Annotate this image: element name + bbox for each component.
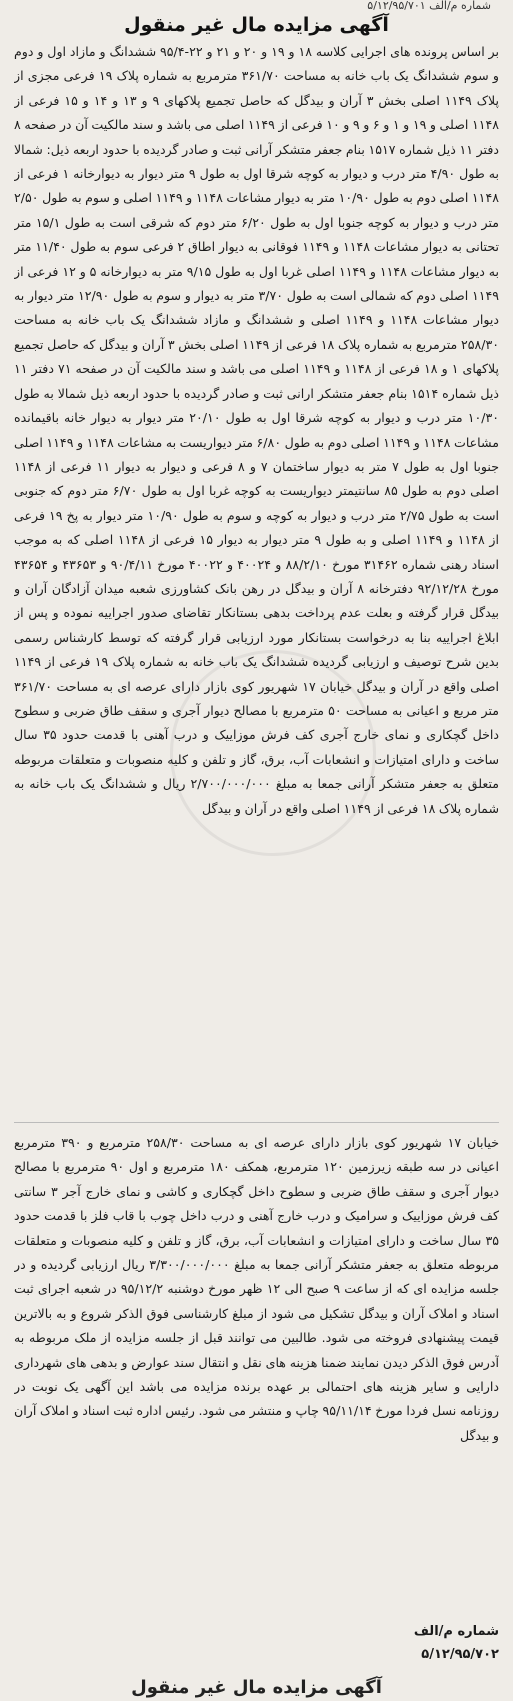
column-divider	[14, 1122, 499, 1123]
previous-notice-fragment: شماره م/الف ۵/۱۲/۹۵/۷۰۱	[367, 0, 491, 12]
notice-body-part-1: بر اساس پرونده های اجرایی کلاسه ۱۸ و ۱۹ و ۲۰ و ۲۱ و ۲۲-۹۵/۴ ششدانگ و مازاد اول و دوم و سوم ششدانگ یک باب خانه به مساحت ۳۶۱/۷۰ مترمربع به شماره پلاک ۱۹ فرعی مجزی از پلاک ۱۱۴۹ اصلی بخش ۳ آران و بیدگل که حاصل تجمیع پلاکهای ۹ و ۱۳ و ۱۴ و ۱۵ فرعی از ۱۱۴۸ اصلی و ۱۹ و ۱ و ۶ و ۹ و ۱۰ فرعی از ۱۱۴۹ اصلی می باشد و سند مالکیت آن در صفحه ۸ دفتر ۱۱ ذیل شماره ۱۵۱۷ بنام جعفر متشکر آرانی ثبت و صادر گردیده با حدود اربعه ذیل: شمالا به طول ۴/۹۰ متر درب و دیوار به کوچه شرقا اول به طول ۹ متر دیوار به دیوارخانه ۱ فرعی از ۱۱۴۸ اصلی دوم به طول ۱۰/۹۰ متر به دیوار مشاعات ۱۱۴۸ و ۱۱۴۹ اصلی و سوم به طول ۲/۵۰ متر درب و دیوار به کوچه جنوبا اول به طول ۶/۲۰ متر دوم که شرقی است به طول ۱۵/۱ متر تحتانی به دیوار مشاعات ۱۱۴۸ و ۱۱۴۹ فوقانی به دیوار اطاق ۲ فرعی سوم به طول ۱۱/۴۰ متر به دیوار مشاعات ۱۱۴۸ و ۱۱۴۹ اصلی غربا اول به طول ۹/۱۵ متر به دیوارخانه ۵ و ۱۲ فرعی از ۱۱۴۹ اصلی دوم که شمالی است به طول ۳/۷۰ متر به دیوار و سوم به طول ۱۲/۹۰ متر دیوار به دیوار مشاعات ۱۱۴۸ و ۱۱۴۹ اصلی و ششدانگ و مازاد ششدانگ یک باب خانه به مساحت ۲۵۸/۳۰ مترمربع به شماره پلاک ۱۸ فرعی از ۱۱۴۹ اصلی بخش ۳ آران و بیدگل که حاصل تجمیع پلاکهای ۱ و ۱۸ فرعی از ۱۱۴۸ و ۱۱۴۹ اصلی می باشد و سند مالکیت آن در صفحه ۷۱ دفتر ۱۱ ذیل شماره ۱۵۱۴ بنام جعفر متشکر ارانی ثبت و صادر گردیده با حدود اربعه ذیل شمالا به طول ۱۰/۳۰ متر درب و دیوار به کوچه شرقا اول به طول ۲۰/۱۰ متر دیوار به دیوار خانه باقیمانده مشاعات ۱۱۴۸ و ۱۱۴۹ اصلی دوم به طول ۶/۸۰ متر دیواریست به مشاعات ۱۱۴۸ و ۱۱۴۹ اصلی جنوبا اول به طول ۷ متر به دیوار ساختمان ۷ و ۸ فرعی و دیوار به دیوار ۱۱ فرعی از ۱۱۴۸ اصلی دوم به طول ۸۵ سانتیمتر دیواریست به کوچه غربا اول به طول ۶/۷۰ متر دوم که جنوبی است به طول ۲/۷۵ متر درب و دیوار به کوچه و سوم به طول ۱۰/۹۰ متر دیوار به پخ ۱۹ فرعی از ۱۱۴۸ و ۱۱۴۹ اصلی و به طول ۹ متر دیوار به دیوار ۱۵ فرعی از ۱۱۴۸ اصلی که به موجب اسناد رهنی شماره ۳۱۴۶۲ مورخ ۸۸/۲/۱۰ و ۴۰۰۲۴ و ۴۰۰۲۲ مورخ ۹۰/۴/۱۱ و ۴۳۶۵۳ و ۴۳۶۵۴ مورخ ۹۲/۱۲/۲۸ دفترخانه ۸ آران و بیدگل در رهن بانک کشاورزی شعبه میدان آزادگان آران و بیدگل قرار گرفته و بعلت عدم پرداخت بدهی بستانکار تقاضای صدور اجراییه نموده و پس از ابلاغ اجراییه بنا به درخواست بستانکار مورد ارزیابی قرار گرفته که توسط کارشناس رسمی بدین شرح توصیف و ارزیابی گردیده ششدانگ یک باب خانه به شماره پلاک ۱۹ فرعی از ۱۱۴۹ اصلی واقع در آران و بیدگل خیابان ۱۷ شهریور کوی بازار دارای عرصه ای به مساحت ۳۶۱/۷۰ متر مربع و اعیانی به مساحت ۵۰ مترمربع با مصالح دیوار آجری و سقف طاق ضربی و سطوح داخل گچکاری و نمای خارج آجری کف فرش موزاییک و درب آهنی با قدمت حدود ۳۵ سال ساخت و دارای امتیازات و انشعابات آب، برق، گاز و تلفن و کلیه منصوبات و متعلقات مربوطه متعلق به جعفر متشکر آرانی جمعا به مبلغ ۲/۷۰۰/۰۰۰/۰۰۰ ریال و ششدانگ یک باب خانه به شماره پلاک ۱۸ فرعی از ۱۱۴۹ اصلی واقع در آران و بیدگل	[14, 44, 499, 816]
notice-title: آگهی مزایده مال غیر منقول	[124, 14, 389, 36]
notice-number	[14, 1620, 499, 1666]
notice-body-part-2: خیابان ۱۷ شهریور کوی بازار دارای عرصه ای به مساحت ۲۵۸/۳۰ مترمربع و ۳۹۰ مترمربع اعیانی در سه طبقه زیرزمین ۱۲۰ مترمربع، همکف ۱۸۰ مترمربع و اول ۹۰ مترمربع با مصالح دیوار آجری و سقف طاق ضربی و سطوح داخل گچکاری و کاشی و نمای خارج آجر ۳ سانتی کف فرش موزاییک و سرامیک و درب خارج آهنی و درب داخل چوب با قاب فلز با قدمت حدود ۳۵ سال ساخت و دارای امتیازات و انشعابات آب، برق، گاز و تلفن و کلیه منصوبات و متعلقات مربوطه متعلق به جعفر متشکر آرانی جمعا به مبلغ ۳/۳۰۰/۰۰۰/۰۰۰ ریال ارزیابی گردیده و در جلسه مزایده ای که از ساعت ۹ صبح الی ۱۲ ظهر مورخ دوشنبه ۹۵/۱۲/۲ در شعبه اجرای ثبت اسناد و املاک آران و بیدگل تشکیل می شود از مبلغ کارشناسی فوق الذکر شروع و به بالاترین قیمت پیشنهادی فروخته می شود. طالبین می توانند قبل از جلسه مزایده از ملک مربوطه به آدرس فوق الذکر دیدن نمایند ضمنا هزینه های نقل و انتقال سند عوارض و بدهی های شهرداری دارایی و سایر هزینه های احتمالی بر عهده برنده مزایده می باشد این آگهی یک نوبت در روزنامه نسل فردا مورخ ۹۵/۱۱/۱۴ چاپ و منتشر می شود. رئیس اداره ثبت اسناد و املاک آران و بیدگل	[14, 1135, 499, 1443]
notice-number-value: ۵/۱۲/۹۵/۷۰۲	[421, 1647, 499, 1662]
next-notice-title-fragment: آگهی مزایده مال غیر منقول	[131, 1677, 382, 1698]
notice-number-label: شماره م/الف	[413, 1624, 499, 1639]
